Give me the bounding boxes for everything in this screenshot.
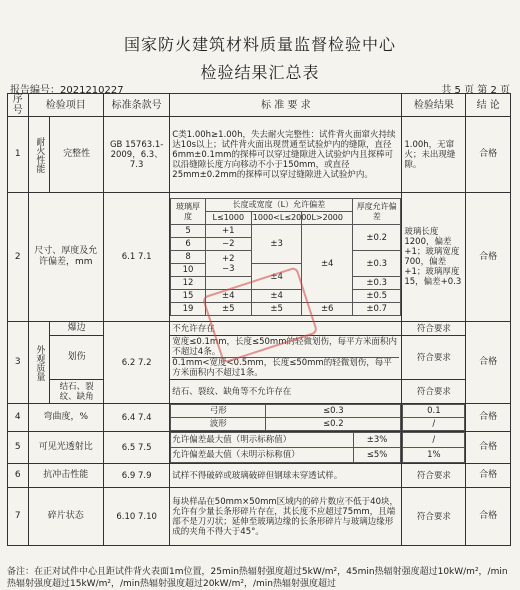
result-cell: 符合要求 — [402, 336, 466, 380]
thickness-value: 10 — [171, 264, 206, 277]
row-number: 6 — [8, 464, 29, 488]
thickness-value: 6 — [171, 238, 206, 251]
requirement-key: 波形 — [171, 418, 266, 431]
result-value: / — [403, 433, 465, 448]
sub-item-label: 爆边 — [50, 322, 104, 336]
tolerance-value: ±4 — [302, 225, 353, 303]
row-number: 1 — [8, 117, 29, 193]
table-row — [8, 432, 511, 464]
conclusion-cell: 合格 — [466, 404, 511, 432]
tolerance-value: ±4 — [251, 290, 302, 303]
requirement-key: 允许偏差最大值（未明示标称值） — [171, 448, 353, 463]
category-label: 外观质量 — [34, 344, 45, 381]
page-title: 国家防火建筑材料质量监督检验中心 — [123, 35, 396, 54]
tolerance-value: ±4 — [205, 290, 251, 303]
page-info: 共 5 页 第 2 页 — [441, 85, 510, 96]
thickness-dev-value: ±0.5 — [353, 290, 401, 303]
row-number: 7 — [8, 488, 29, 546]
result-cell: 符合要求 — [402, 322, 466, 336]
report-number: 报告编号：2021210227 — [10, 85, 124, 96]
conclusion-cell: 合格 — [466, 117, 511, 193]
row-number: 2 — [8, 193, 29, 322]
tolerance-value: ±3 — [251, 225, 302, 264]
item-label: 抗冲击性能 — [28, 464, 103, 488]
clause-cell: 6.10 7.10 — [104, 488, 170, 546]
row-number: 5 — [8, 432, 29, 464]
thickness-value: 8 — [171, 251, 206, 264]
clause-cell: 6.1 7.1 — [104, 193, 170, 322]
table-row — [8, 404, 511, 432]
item-label: 可见光透射比 — [28, 432, 103, 464]
header-conclusion: 结 论 — [466, 94, 511, 117]
tolerance-value: +2 −3 — [205, 251, 251, 277]
result-cell: 符合要求 — [402, 464, 466, 488]
range-header: L>2000 — [302, 212, 353, 225]
result-cell: 符合要求 — [402, 488, 466, 546]
sub-item-label: 结石、裂纹、缺角 — [50, 380, 104, 404]
table-row — [8, 464, 511, 488]
conclusion-cell: 合格 — [466, 193, 511, 322]
row-number: 3 — [8, 322, 29, 404]
thickness-dev-value: ±0.3 — [353, 251, 401, 277]
item-label: 弯曲度，% — [28, 404, 103, 432]
result-value: 1% — [403, 448, 465, 463]
row-number: 4 — [8, 404, 29, 432]
tolerance-value: ±5 — [251, 303, 302, 316]
tolerance-value: ±4 — [251, 264, 302, 290]
conclusion-cell: 合格 — [466, 464, 511, 488]
sub-item-label: 划伤 — [50, 336, 104, 380]
conclusion-cell: 合格 — [466, 488, 511, 546]
thickness-header: 玻璃厚度 — [171, 199, 206, 225]
clause-cell: 6.9 7.9 — [104, 464, 170, 488]
requirement-value: ≤5% — [353, 448, 401, 463]
footnote: 备注：在正对试件中心且距试件背火表面1m位置，25min热辐射强度超过5kW/m²，45min热辐射强度超过10kW/m²，/min热辐射强度超过15kW/m²，/min热辐射强度超过20kW/m²，/min热辐射强度超过 — [7, 567, 508, 589]
requirement-value: ±3% — [353, 433, 401, 448]
result-cell: 1.00h，无窜火；未出现缝隙。 — [402, 117, 466, 193]
tolerance-value: +1 — [205, 225, 251, 238]
requirement-key: 允许偏差最大值（明示标称值） — [171, 433, 353, 448]
table-row — [8, 117, 511, 193]
item-label: 完整性 — [50, 117, 104, 193]
table-row — [8, 488, 511, 546]
item-label: 尺寸、厚度及允许偏差，mm — [28, 193, 103, 322]
header-clause: 标准条款号 — [104, 94, 170, 117]
length-width-header: 长度或宽度（L）允许偏差 — [205, 199, 352, 212]
requirement-cell: 宽度≤0.1mm，长度≤50mm的轻微划伤，每平方米面积内不超过4条。 0.1mm<宽度<0.5mm，长度≤50mm的轻微划伤，每平方米面积内不超过1条。 — [170, 336, 402, 380]
thickness-dev-value: ±0.7 — [353, 303, 401, 316]
conclusion-cell: 合格 — [466, 432, 511, 464]
result-cell: 玻璃长度1200，偏差+1；玻璃宽度700，偏差+1；玻璃厚度15，偏差+0.3 — [402, 193, 466, 322]
header-no: 序号 — [8, 94, 29, 117]
thickness-value: 5 — [171, 225, 206, 238]
tolerance-value: −2 — [205, 238, 251, 251]
result-cell: 符合要求 — [402, 380, 466, 404]
clause-cell: 6.5 7.5 — [104, 432, 170, 464]
range-header: L≤1000 — [205, 212, 251, 225]
item-label: 碎片状态 — [28, 488, 103, 546]
clause-cell: 6.2 7.2 — [104, 322, 170, 404]
thickness-dev-value: ±0.2 — [353, 225, 401, 251]
requirement-cell: 不允许存在 — [170, 322, 402, 336]
requirement-cell: C类1.00h≥1.00h，失去耐火完整性：试件背火面窜火持续达10s以上；试件背火面出现贯通至试验炉内的缝隙，直径6mm±0.1mm的探棒可以穿过缝隙进入试验炉内且探棒可以沿缝隙长度方向移动不小于150mm，或直径25mm±0.2mm的探棒可以穿过缝隙进入试验炉内。 — [170, 117, 402, 193]
thickness-dev-value: ±0.3 — [353, 277, 401, 290]
requirement-cell: 结石、裂纹、缺角等不允许存在 — [170, 380, 402, 404]
header-requirement: 标 准 要 求 — [170, 94, 402, 117]
result-value: 0.1 — [403, 405, 465, 418]
thickness-value: 19 — [171, 303, 206, 316]
requirement-cell: 每块样品在50mm×50mm区域内的碎片数应不低于40块，允许有少量长条形碎片存在，其长度不应超过75mm，且端部不是刀刃状；延伸至玻璃边缘的长条形碎片与玻璃边缘形成的夹角不得大于45°。 — [170, 488, 402, 546]
table-header-row — [8, 94, 511, 117]
header-result: 检验结果 — [402, 94, 466, 117]
clause-cell: 6.4 7.4 — [104, 404, 170, 432]
header-item: 检验项目 — [28, 94, 103, 117]
thickness-value: 15 — [171, 290, 206, 303]
page-subtitle: 检验结果汇总表 — [200, 63, 320, 82]
result-value: / — [403, 418, 465, 431]
requirement-value: ≤0.2 — [266, 418, 401, 431]
thickness-value: 12 — [171, 277, 206, 290]
thickness-dev-header: 厚度允许偏差 — [353, 199, 401, 225]
requirement-value: ≤0.3 — [266, 405, 401, 418]
table-row — [8, 380, 511, 404]
clause-cell: GB 15763.1-2009，6.3、7.3 — [104, 117, 170, 193]
requirement-key: 弓形 — [171, 405, 266, 418]
tolerance-value: ±5 — [205, 303, 251, 316]
category-label: 耐火性能 — [34, 136, 45, 173]
conclusion-cell: 合格 — [466, 322, 511, 404]
range-header: 1000<L≤2000 — [251, 212, 302, 225]
requirement-cell: 试样不得破碎或玻璃破碎但钢球未穿透试样。 — [170, 464, 402, 488]
tolerance-value: ±6 — [302, 303, 353, 316]
